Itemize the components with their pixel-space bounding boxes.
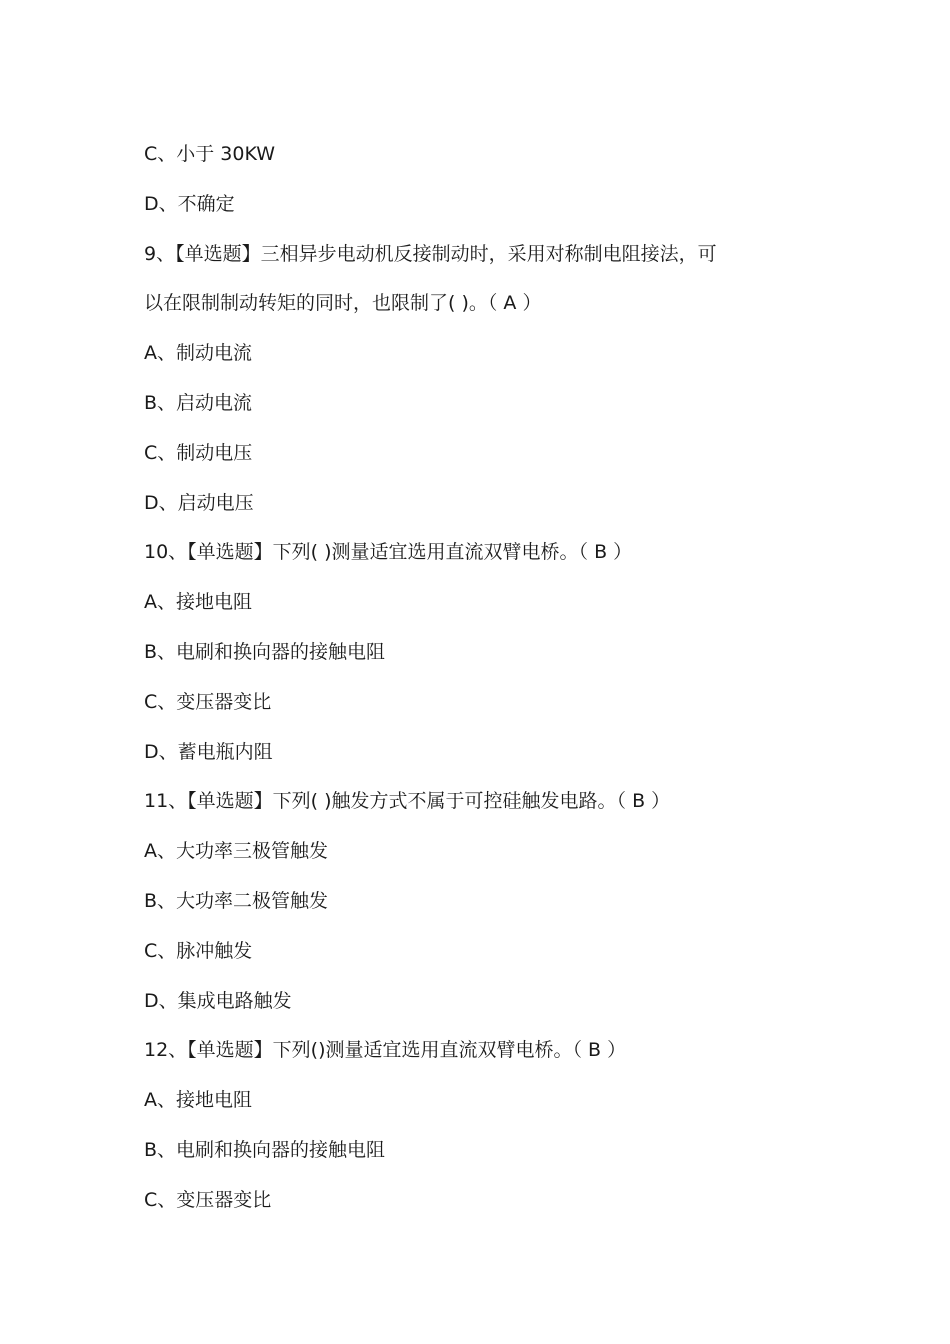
question-11-option-a: A、大功率三极管触发 <box>144 840 328 863</box>
question-11-option-b: B、大功率二极管触发 <box>144 889 329 912</box>
question-12-line: 12、【单选题】下列()测量适宜选用直流双臂电桥。（ B ） <box>144 1039 627 1062</box>
question-12-option-c: C、变压器变比 <box>144 1188 272 1211</box>
question-11-option-d: D、集成电路触发 <box>144 989 292 1012</box>
question-10-line: 10、【单选题】下列( )测量适宜选用直流双臂电桥。（ B ） <box>144 541 633 564</box>
option-d-line: D、不确定 <box>144 192 235 215</box>
question-11-option-c: C、脉冲触发 <box>144 939 253 962</box>
question-12-option-b: B、电刷和换向器的接触电阻 <box>144 1138 386 1161</box>
question-10-option-b: B、电刷和换向器的接触电阻 <box>144 640 386 663</box>
question-10-option-c: C、变压器变比 <box>144 690 272 713</box>
question-9-line-2: 以在限制制动转矩的同时，也限制了( )。（ A ） <box>144 292 542 315</box>
question-9-option-c: C、制动电压 <box>144 441 253 464</box>
question-9-option-a: A、制动电流 <box>144 342 252 365</box>
question-10-option-d: D、蓄电瓶内阻 <box>144 740 273 763</box>
question-11-line: 11、【单选题】下列( )触发方式不属于可控硅触发电路。（ B ） <box>144 790 671 813</box>
question-12-option-a: A、接地电阻 <box>144 1089 252 1112</box>
question-10-option-a: A、接地电阻 <box>144 591 252 614</box>
question-9-option-d: D、启动电压 <box>144 491 254 514</box>
question-9-line-1: 9、【单选题】三相异步电动机反接制动时，采用对称制电阻接法，可 <box>144 242 717 265</box>
question-9-option-b: B、启动电流 <box>144 391 253 414</box>
option-c-line: C、小于 30KW <box>144 143 276 165</box>
question-text-block <box>144 130 824 1226</box>
